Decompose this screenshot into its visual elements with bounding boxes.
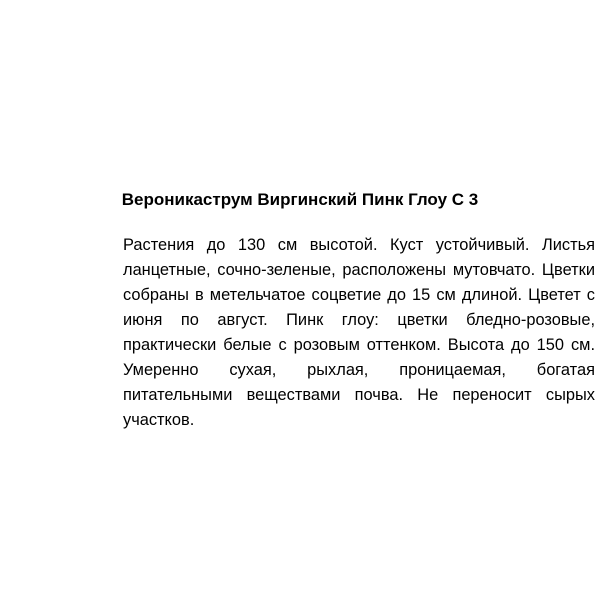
- product-description: Растения до 130 см высотой. Куст устойчивый. Листья ланцетные, сочно-зеленые, расположены мутовчато. Цветки собраны в метельчатое соцветие до 15 см длиной. Цветет с июня по август. Пинк глоу: цветки бледно-розовые, практически белые с розовым оттенком. Высота до 150 см. Умеренно сухая, рыхлая, проницаемая, богатая питательными веществами почва. Не переносит сырых участков.: [123, 236, 595, 429]
- product-title: Вероникаструм Виргинский Пинк Глоу С 3: [121, 190, 479, 209]
